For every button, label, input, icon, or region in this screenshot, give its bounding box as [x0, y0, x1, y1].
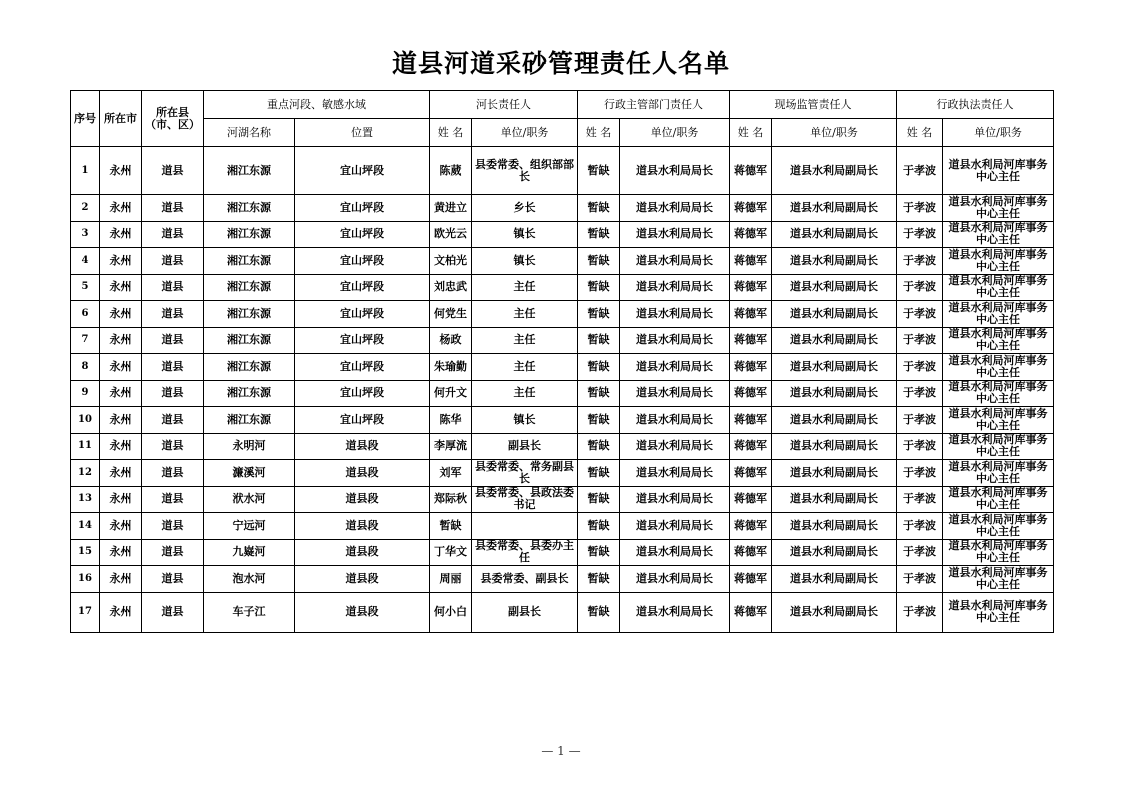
chief-name-cell: 文柏光 — [430, 248, 472, 275]
law-unit-cell: 道县水利局河库事务中心主任 — [943, 248, 1054, 275]
table-row — [71, 486, 1054, 513]
supervisor-unit-cell: 道县水利局副局长 — [772, 460, 897, 487]
chief-unit-cell: 副县长 — [472, 592, 578, 632]
table-row — [71, 407, 1054, 434]
location-cell: 道县段 — [295, 460, 430, 487]
supervisor-name-cell: 蒋德军 — [730, 592, 772, 632]
supervisor-name-cell: 蒋德军 — [730, 460, 772, 487]
admin-name-cell: 暂缺 — [578, 407, 620, 434]
table-body — [71, 147, 1054, 633]
seq-cell: 17 — [71, 592, 100, 632]
county-cell: 道县 — [142, 248, 204, 275]
chief-name-cell: 黄进立 — [430, 195, 472, 222]
law-unit-cell: 道县水利局河库事务中心主任 — [943, 433, 1054, 460]
admin-name-cell: 暂缺 — [578, 380, 620, 407]
chief-name-cell: 陈葳 — [430, 147, 472, 195]
supervisor-name-cell: 蒋德军 — [730, 195, 772, 222]
law-unit-cell: 道县水利局河库事务中心主任 — [943, 221, 1054, 248]
chief-name-cell: 何小白 — [430, 592, 472, 632]
city-cell: 永州 — [100, 539, 142, 566]
supervisor-unit-cell: 道县水利局副局长 — [772, 327, 897, 354]
header-row-fields — [71, 119, 1054, 147]
chief-unit-cell: 县委常委、县委办主任 — [472, 539, 578, 566]
county-cell: 道县 — [142, 407, 204, 434]
supervisor-name-cell: 蒋德军 — [730, 539, 772, 566]
law-name-cell: 于孝波 — [897, 354, 943, 381]
law-unit-cell: 道县水利局河库事务中心主任 — [943, 354, 1054, 381]
city-cell: 永州 — [100, 460, 142, 487]
chief-unit-cell: 副县长 — [472, 433, 578, 460]
table-row — [71, 460, 1054, 487]
law-name-cell: 于孝波 — [897, 460, 943, 487]
location-cell: 宜山坪段 — [295, 301, 430, 328]
admin-unit-cell: 道县水利局局长 — [620, 221, 730, 248]
location-cell: 宜山坪段 — [295, 407, 430, 434]
county-cell: 道县 — [142, 354, 204, 381]
city-cell: 永州 — [100, 513, 142, 540]
supervisor-name-cell: 蒋德军 — [730, 248, 772, 275]
supervisor-unit-cell: 道县水利局副局长 — [772, 407, 897, 434]
law-unit-cell: 道县水利局河库事务中心主任 — [943, 301, 1054, 328]
location-cell: 宜山坪段 — [295, 327, 430, 354]
law-unit-cell: 道县水利局河库事务中心主任 — [943, 327, 1054, 354]
river-name-cell: 泡水河 — [204, 566, 295, 593]
chief-unit-cell: 主任 — [472, 301, 578, 328]
table-row — [71, 354, 1054, 381]
supervisor-name-cell: 蒋德军 — [730, 221, 772, 248]
page-number: — 1 — — [541, 744, 581, 758]
location-cell: 宜山坪段 — [295, 195, 430, 222]
chief-unit-cell: 镇长 — [472, 248, 578, 275]
river-name-cell: 湘江东源 — [204, 407, 295, 434]
header-law-name: 姓 名 — [897, 119, 943, 147]
supervisor-name-cell: 蒋德军 — [730, 274, 772, 301]
supervisor-unit-cell: 道县水利局副局长 — [772, 566, 897, 593]
river-name-cell: 湘江东源 — [204, 248, 295, 275]
admin-name-cell: 暂缺 — [578, 248, 620, 275]
law-name-cell: 于孝波 — [897, 486, 943, 513]
header-site-supervisor: 现场监管责任人 — [730, 91, 897, 119]
county-cell: 道县 — [142, 301, 204, 328]
supervisor-name-cell: 蒋德军 — [730, 566, 772, 593]
admin-name-cell: 暂缺 — [578, 195, 620, 222]
chief-unit-cell: 县委常委、常务副县长 — [472, 460, 578, 487]
admin-unit-cell: 道县水利局局长 — [620, 566, 730, 593]
header-admin-dept: 行政主管部门责任人 — [578, 91, 730, 119]
header-chief-name: 姓 名 — [430, 119, 472, 147]
river-name-cell: 洑水河 — [204, 486, 295, 513]
law-unit-cell: 道县水利局河库事务中心主任 — [943, 566, 1054, 593]
admin-name-cell: 暂缺 — [578, 301, 620, 328]
supervisor-unit-cell: 道县水利局副局长 — [772, 380, 897, 407]
river-name-cell: 湘江东源 — [204, 327, 295, 354]
header-admin-unit: 单位/职务 — [620, 119, 730, 147]
law-name-cell: 于孝波 — [897, 380, 943, 407]
supervisor-unit-cell: 道县水利局副局长 — [772, 513, 897, 540]
county-cell: 道县 — [142, 460, 204, 487]
seq-cell: 1 — [71, 147, 100, 195]
location-cell: 宜山坪段 — [295, 380, 430, 407]
law-name-cell: 于孝波 — [897, 221, 943, 248]
law-name-cell: 于孝波 — [897, 592, 943, 632]
responsibility-table — [70, 90, 1054, 633]
seq-cell: 10 — [71, 407, 100, 434]
chief-name-cell: 丁华文 — [430, 539, 472, 566]
admin-unit-cell: 道县水利局局长 — [620, 433, 730, 460]
seq-cell: 15 — [71, 539, 100, 566]
chief-name-cell: 朱瑜勤 — [430, 354, 472, 381]
header-river-name: 河湖名称 — [204, 119, 295, 147]
table-row — [71, 380, 1054, 407]
supervisor-name-cell: 蒋德军 — [730, 407, 772, 434]
table-row — [71, 195, 1054, 222]
law-unit-cell: 道县水利局河库事务中心主任 — [943, 195, 1054, 222]
header-row-groups — [71, 91, 1054, 119]
supervisor-name-cell: 蒋德军 — [730, 486, 772, 513]
chief-name-cell: 何党生 — [430, 301, 472, 328]
supervisor-name-cell: 蒋德军 — [730, 327, 772, 354]
chief-unit-cell: 县委常委、组织部部长 — [472, 147, 578, 195]
header-river-chief: 河长责任人 — [430, 91, 578, 119]
city-cell: 永州 — [100, 566, 142, 593]
chief-unit-cell: 镇长 — [472, 221, 578, 248]
header-seq: 序号 — [71, 91, 100, 147]
county-cell: 道县 — [142, 592, 204, 632]
header-location: 位置 — [295, 119, 430, 147]
supervisor-name-cell: 蒋德军 — [730, 147, 772, 195]
table-row — [71, 513, 1054, 540]
supervisor-unit-cell: 道县水利局副局长 — [772, 221, 897, 248]
chief-unit-cell: 主任 — [472, 380, 578, 407]
header-county: 所在县 （市、区） — [142, 91, 204, 147]
river-name-cell: 九嶷河 — [204, 539, 295, 566]
header-chief-unit: 单位/职务 — [472, 119, 578, 147]
river-name-cell: 湘江东源 — [204, 274, 295, 301]
table-row — [71, 433, 1054, 460]
admin-unit-cell: 道县水利局局长 — [620, 407, 730, 434]
supervisor-unit-cell: 道县水利局副局长 — [772, 274, 897, 301]
table-row — [71, 147, 1054, 195]
table-row — [71, 301, 1054, 328]
city-cell: 永州 — [100, 274, 142, 301]
law-name-cell: 于孝波 — [897, 513, 943, 540]
county-cell: 道县 — [142, 327, 204, 354]
supervisor-unit-cell: 道县水利局副局长 — [772, 592, 897, 632]
law-unit-cell: 道县水利局河库事务中心主任 — [943, 486, 1054, 513]
city-cell: 永州 — [100, 433, 142, 460]
county-cell: 道县 — [142, 147, 204, 195]
admin-name-cell: 暂缺 — [578, 539, 620, 566]
county-cell: 道县 — [142, 274, 204, 301]
admin-name-cell: 暂缺 — [578, 513, 620, 540]
table-row — [71, 566, 1054, 593]
law-unit-cell: 道县水利局河库事务中心主任 — [943, 513, 1054, 540]
admin-name-cell: 暂缺 — [578, 592, 620, 632]
county-cell: 道县 — [142, 486, 204, 513]
river-name-cell: 车子江 — [204, 592, 295, 632]
supervisor-unit-cell: 道县水利局副局长 — [772, 486, 897, 513]
location-cell: 宜山坪段 — [295, 354, 430, 381]
admin-name-cell: 暂缺 — [578, 566, 620, 593]
seq-cell: 7 — [71, 327, 100, 354]
admin-name-cell: 暂缺 — [578, 486, 620, 513]
law-unit-cell: 道县水利局河库事务中心主任 — [943, 380, 1054, 407]
seq-cell: 14 — [71, 513, 100, 540]
seq-cell: 8 — [71, 354, 100, 381]
admin-unit-cell: 道县水利局局长 — [620, 592, 730, 632]
county-cell: 道县 — [142, 539, 204, 566]
river-name-cell: 宁远河 — [204, 513, 295, 540]
law-name-cell: 于孝波 — [897, 195, 943, 222]
law-name-cell: 于孝波 — [897, 327, 943, 354]
county-cell: 道县 — [142, 513, 204, 540]
header-key-waters: 重点河段、敏感水域 — [204, 91, 430, 119]
admin-name-cell: 暂缺 — [578, 460, 620, 487]
seq-cell: 4 — [71, 248, 100, 275]
law-name-cell: 于孝波 — [897, 301, 943, 328]
admin-name-cell: 暂缺 — [578, 354, 620, 381]
admin-unit-cell: 道县水利局局长 — [620, 301, 730, 328]
county-cell: 道县 — [142, 433, 204, 460]
chief-name-cell: 何升文 — [430, 380, 472, 407]
header-sup-name: 姓 名 — [730, 119, 772, 147]
river-name-cell: 湘江东源 — [204, 380, 295, 407]
county-cell: 道县 — [142, 380, 204, 407]
admin-unit-cell: 道县水利局局长 — [620, 380, 730, 407]
chief-name-cell: 陈华 — [430, 407, 472, 434]
law-name-cell: 于孝波 — [897, 566, 943, 593]
law-name-cell: 于孝波 — [897, 274, 943, 301]
chief-unit-cell: 县委常委、县政法委书记 — [472, 486, 578, 513]
admin-unit-cell: 道县水利局局长 — [620, 539, 730, 566]
law-unit-cell: 道县水利局河库事务中心主任 — [943, 407, 1054, 434]
city-cell: 永州 — [100, 221, 142, 248]
chief-name-cell: 刘忠武 — [430, 274, 472, 301]
chief-name-cell: 李厚流 — [430, 433, 472, 460]
table-row — [71, 248, 1054, 275]
location-cell: 宜山坪段 — [295, 147, 430, 195]
seq-cell: 12 — [71, 460, 100, 487]
header-city: 所在市 — [100, 91, 142, 147]
city-cell: 永州 — [100, 380, 142, 407]
location-cell: 宜山坪段 — [295, 221, 430, 248]
law-unit-cell: 道县水利局河库事务中心主任 — [943, 592, 1054, 632]
chief-unit-cell: 乡长 — [472, 195, 578, 222]
location-cell: 宜山坪段 — [295, 274, 430, 301]
admin-name-cell: 暂缺 — [578, 433, 620, 460]
city-cell: 永州 — [100, 147, 142, 195]
seq-cell: 9 — [71, 380, 100, 407]
county-cell: 道县 — [142, 566, 204, 593]
chief-unit-cell: 主任 — [472, 327, 578, 354]
law-unit-cell: 道县水利局河库事务中心主任 — [943, 460, 1054, 487]
location-cell: 道县段 — [295, 592, 430, 632]
county-cell: 道县 — [142, 195, 204, 222]
supervisor-name-cell: 蒋德军 — [730, 433, 772, 460]
table-row — [71, 539, 1054, 566]
table-row — [71, 327, 1054, 354]
location-cell: 道县段 — [295, 513, 430, 540]
admin-unit-cell: 道县水利局局长 — [620, 195, 730, 222]
chief-name-cell: 杨政 — [430, 327, 472, 354]
header-sup-unit: 单位/职务 — [772, 119, 897, 147]
header-admin-name: 姓 名 — [578, 119, 620, 147]
chief-name-cell: 欧光云 — [430, 221, 472, 248]
seq-cell: 16 — [71, 566, 100, 593]
law-unit-cell: 道县水利局河库事务中心主任 — [943, 147, 1054, 195]
supervisor-name-cell: 蒋德军 — [730, 380, 772, 407]
admin-unit-cell: 道县水利局局长 — [620, 248, 730, 275]
location-cell: 道县段 — [295, 539, 430, 566]
supervisor-name-cell: 蒋德军 — [730, 354, 772, 381]
admin-unit-cell: 道县水利局局长 — [620, 274, 730, 301]
county-cell: 道县 — [142, 221, 204, 248]
admin-unit-cell: 道县水利局局长 — [620, 354, 730, 381]
table-row — [71, 221, 1054, 248]
location-cell: 道县段 — [295, 566, 430, 593]
admin-unit-cell: 道县水利局局长 — [620, 147, 730, 195]
seq-cell: 3 — [71, 221, 100, 248]
supervisor-unit-cell: 道县水利局副局长 — [772, 539, 897, 566]
table-row — [71, 592, 1054, 632]
seq-cell: 13 — [71, 486, 100, 513]
header-law-enforcement: 行政执法责任人 — [897, 91, 1054, 119]
location-cell: 道县段 — [295, 433, 430, 460]
admin-unit-cell: 道县水利局局长 — [620, 327, 730, 354]
supervisor-unit-cell: 道县水利局副局长 — [772, 248, 897, 275]
river-name-cell: 湘江东源 — [204, 301, 295, 328]
river-name-cell: 湘江东源 — [204, 195, 295, 222]
chief-name-cell: 暂缺 — [430, 513, 472, 540]
river-name-cell: 湘江东源 — [204, 221, 295, 248]
city-cell: 永州 — [100, 327, 142, 354]
law-unit-cell: 道县水利局河库事务中心主任 — [943, 539, 1054, 566]
table-row — [71, 274, 1054, 301]
location-cell: 宜山坪段 — [295, 248, 430, 275]
city-cell: 永州 — [100, 301, 142, 328]
river-name-cell: 湘江东源 — [204, 147, 295, 195]
law-name-cell: 于孝波 — [897, 539, 943, 566]
admin-unit-cell: 道县水利局局长 — [620, 486, 730, 513]
supervisor-unit-cell: 道县水利局副局长 — [772, 433, 897, 460]
law-name-cell: 于孝波 — [897, 147, 943, 195]
admin-name-cell: 暂缺 — [578, 327, 620, 354]
city-cell: 永州 — [100, 592, 142, 632]
header-law-unit: 单位/职务 — [943, 119, 1054, 147]
page-title: 道县河道采砂管理责任人名单 — [391, 49, 730, 78]
admin-unit-cell: 道县水利局局长 — [620, 460, 730, 487]
seq-cell: 11 — [71, 433, 100, 460]
supervisor-name-cell: 蒋德军 — [730, 513, 772, 540]
chief-name-cell: 刘军 — [430, 460, 472, 487]
admin-name-cell: 暂缺 — [578, 147, 620, 195]
supervisor-name-cell: 蒋德军 — [730, 301, 772, 328]
supervisor-unit-cell: 道县水利局副局长 — [772, 354, 897, 381]
chief-unit-cell: 镇长 — [472, 407, 578, 434]
admin-name-cell: 暂缺 — [578, 274, 620, 301]
river-name-cell: 濂溪河 — [204, 460, 295, 487]
seq-cell: 5 — [71, 274, 100, 301]
law-name-cell: 于孝波 — [897, 248, 943, 275]
law-name-cell: 于孝波 — [897, 433, 943, 460]
law-unit-cell: 道县水利局河库事务中心主任 — [943, 274, 1054, 301]
admin-name-cell: 暂缺 — [578, 221, 620, 248]
law-name-cell: 于孝波 — [897, 407, 943, 434]
chief-unit-cell: 主任 — [472, 354, 578, 381]
city-cell: 永州 — [100, 486, 142, 513]
city-cell: 永州 — [100, 248, 142, 275]
chief-unit-cell — [472, 513, 578, 540]
seq-cell: 2 — [71, 195, 100, 222]
chief-unit-cell: 县委常委、副县长 — [472, 566, 578, 593]
city-cell: 永州 — [100, 407, 142, 434]
city-cell: 永州 — [100, 354, 142, 381]
supervisor-unit-cell: 道县水利局副局长 — [772, 301, 897, 328]
chief-name-cell: 周丽 — [430, 566, 472, 593]
chief-unit-cell: 主任 — [472, 274, 578, 301]
city-cell: 永州 — [100, 195, 142, 222]
chief-name-cell: 郑际秋 — [430, 486, 472, 513]
supervisor-unit-cell: 道县水利局副局长 — [772, 195, 897, 222]
location-cell: 道县段 — [295, 486, 430, 513]
supervisor-unit-cell: 道县水利局副局长 — [772, 147, 897, 195]
river-name-cell: 湘江东源 — [204, 354, 295, 381]
river-name-cell: 永明河 — [204, 433, 295, 460]
seq-cell: 6 — [71, 301, 100, 328]
admin-unit-cell: 道县水利局局长 — [620, 513, 730, 540]
